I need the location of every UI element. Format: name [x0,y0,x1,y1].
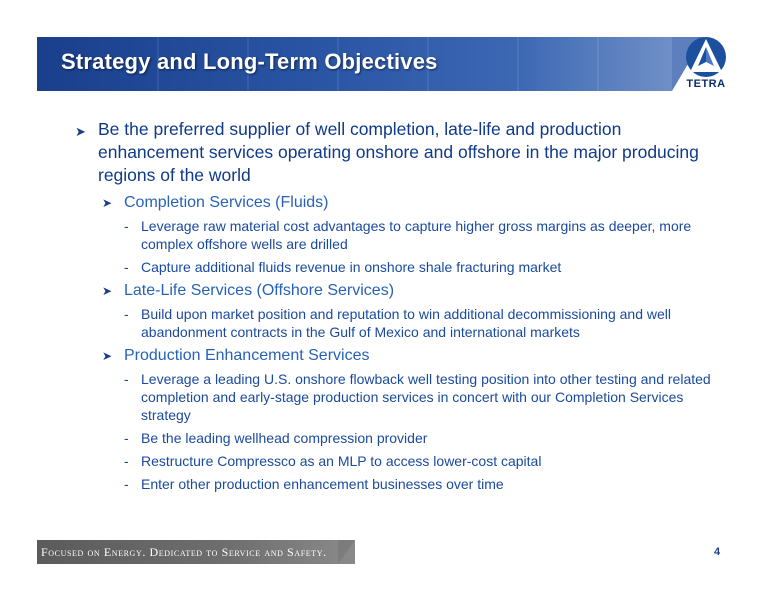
dash-bullet: - [124,218,129,234]
list-item-text: Build upon market position and reputation to win additional decommissioning and well abandonment contracts in the Gulf of Mexico and international markets [141,306,671,340]
arrow-bullet-icon: ➤ [102,349,113,363]
arrow-bullet-icon: ➤ [102,284,113,298]
dash-bullet: - [124,476,129,492]
list-item-text: Be the leading wellhead compression provider [141,430,428,446]
list-item-text: Enter other production enhancement businesses over time [141,476,504,492]
section-heading [75,281,715,301]
list-item [75,475,715,493]
dash-bullet: - [124,306,129,322]
footer-tagline: Focused on Energy. Dedicated to Service and Safety. [41,545,327,559]
dash-bullet: - [124,453,129,469]
list-item [75,429,715,447]
list-item [75,258,715,276]
section-title: Late-Life Services (Offshore Services) [124,282,395,299]
section-heading [75,193,715,213]
list-item [75,305,715,341]
list-item-text: Restructure Compressco as an MLP to access lower-cost capital [141,453,542,469]
page-title: Strategy and Long-Term Objectives [61,49,438,74]
footer-wedge [338,540,355,564]
logo-text: TETRA [686,78,726,90]
dash-bullet: - [124,371,129,387]
list-item-text: Leverage raw material cost advantages to capture higher gross margins as deeper, more complex offshore wells are drilled [141,218,692,252]
main-bullet-text: Be the preferred supplier of well completion, late-life and production enhancement services operating onshore and offshore in the major producing regions of the world [98,119,699,185]
dash-bullet: - [124,430,129,446]
list-item-text: Leverage a leading U.S. onshore flowback well testing position into other testing and related completion and early-stage production services in concert with our Completion Services strategy [141,371,711,423]
list-item [75,370,715,424]
section-heading [75,346,715,366]
section-title: Completion Services (Fluids) [124,194,329,211]
page-number: 4 [714,546,721,558]
section-title: Production Enhancement Services [124,347,370,364]
arrow-bullet-icon: ➤ [75,124,86,139]
main-bullet [75,118,715,187]
slide-content [75,118,715,498]
list-item [75,452,715,470]
tetra-logo-icon [680,36,732,92]
list-item-text: Capture additional fluids revenue in onshore shale fracturing market [141,259,562,275]
slide-header [37,37,739,91]
dash-bullet: - [124,259,129,275]
arrow-bullet-icon: ➤ [102,196,113,210]
list-item [75,217,715,253]
